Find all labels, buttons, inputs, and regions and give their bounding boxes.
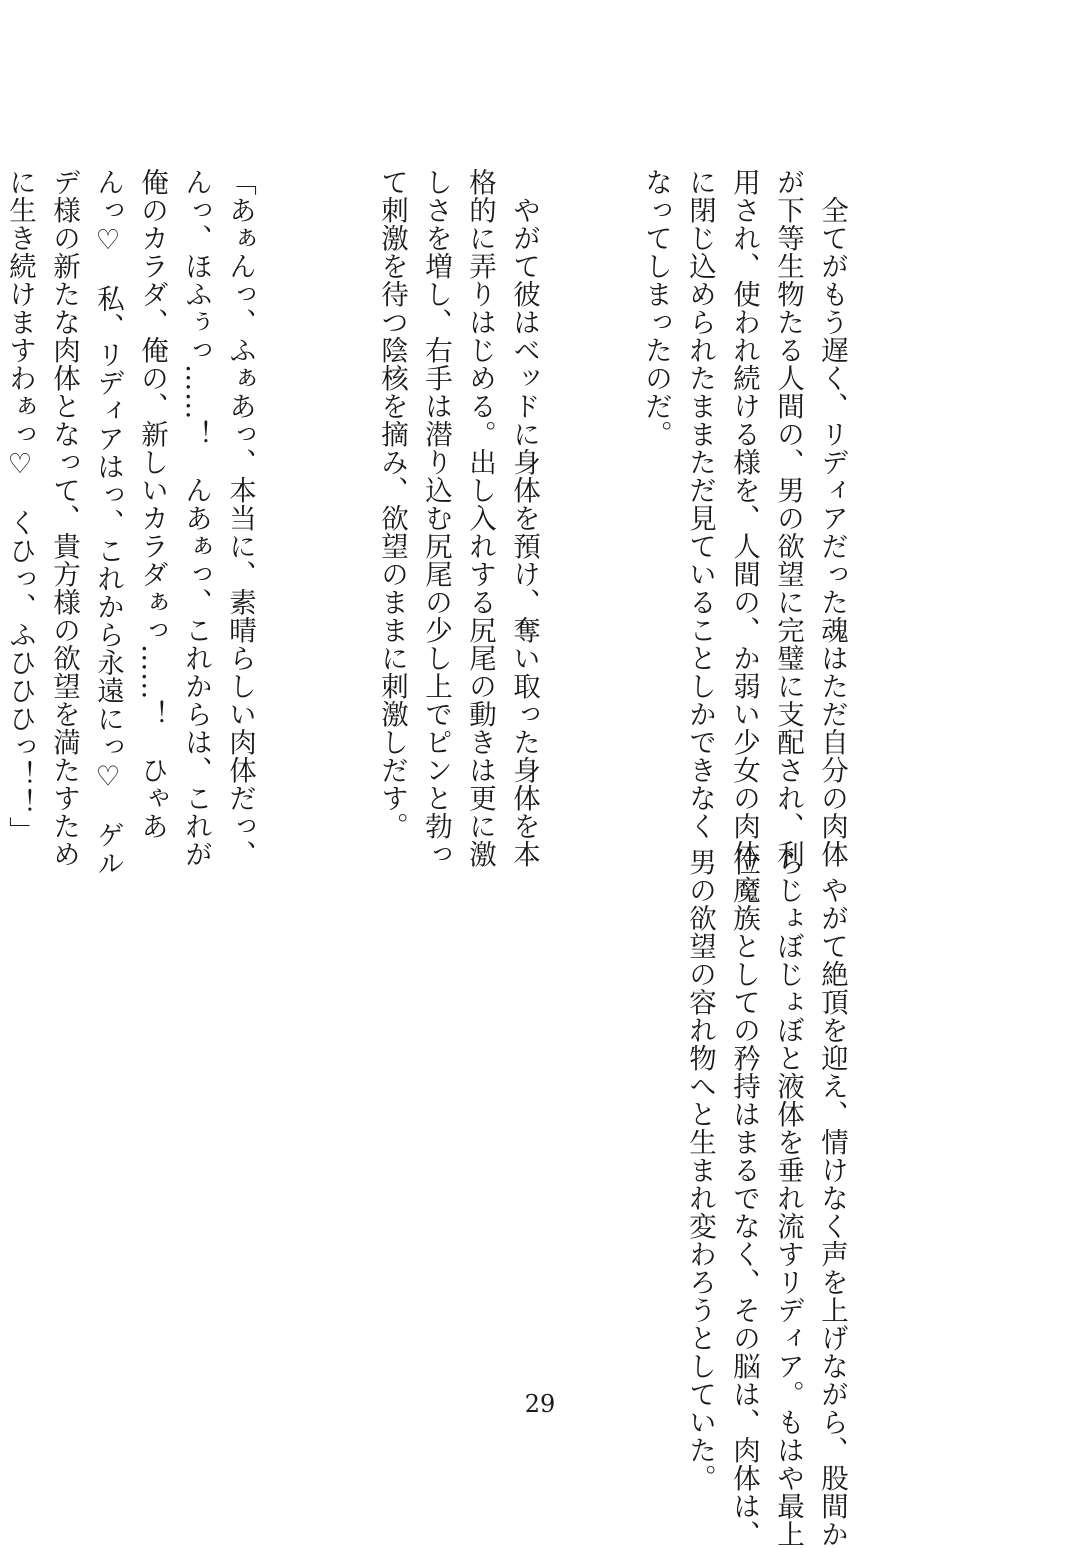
upper-text-block	[0, 168, 942, 877]
lower-text-block	[590, 848, 942, 1548]
page-number: 29	[524, 1390, 556, 1418]
dialogue-paragraph: 「あぁんっ、ふぁあっ、本当に、素晴らしい肉体だっ、 んっ、ほふぅっ……！ んあぁっ、これからは、これが 俺のカラダ、俺の、新しいカラダぁっ……！ ひゃあ んっ♡ 私、リディアはっ、これから永遠にっ♡ ゲル デ様の新たな肉体となって、貴方様の欲望を満たすため に生き続けますわぁっ♡ くひっ、ふひひひっ！！」	[4, 168, 256, 877]
paragraph-1: 全てがもう遅く、リディアだった魂はただ自分の肉体 が下等生物たる人間の、男の欲望に完璧に支配され、利 用され、使われ続ける様を、人間の、か弱い少女の肉体 に閉じ込められたままただ見ていることしかできなく なってしまったのだ。	[640, 168, 848, 868]
paragraph-5: やがて絶頂を迎え、情けなく声を上げながら、股間か らじょぼじょぼと液体を垂れ流すリディア。もはや最上 位魔族としての矜持はまるでなく、その脳は、肉体は、 男の欲望の容れ物へと生まれ変わろうとしていた。	[684, 848, 848, 1548]
paragraph-2: やがて彼はベッドに身体を預け、奪い取った身体を本 格的に弄りはじめる。出し入れする尻尾の動きは更に激 しさを増し、右手は潜り込む尻尾の少し上でピンと勃っ て刺激を待つ陰核を摘み、欲望のままに刺激しだす。	[376, 168, 540, 868]
